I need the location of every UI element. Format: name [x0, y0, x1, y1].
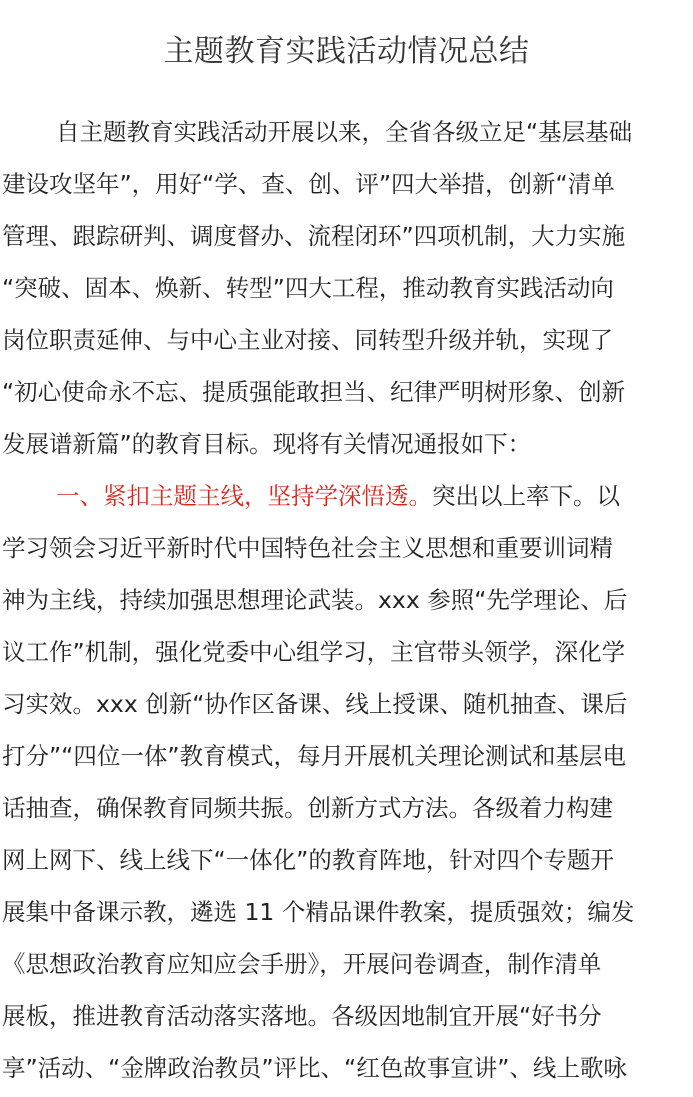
- paragraph-line: “初心使命永不忘、提质强能敢担当、纪律严明树形象、创新: [2, 378, 626, 406]
- document-body: [2, 106, 690, 1094]
- section-line: 话抽查，确保教育同频共振。创新方式方法。各级着力构建: [2, 794, 613, 822]
- section-line: 网上网下、线上线下“一体化”的教育阵地，针对四个专题开: [2, 846, 614, 874]
- section-line: 议工作”机制，强化党委中心组学习，主官带头领学，深化学: [2, 638, 626, 666]
- section-line: 打分”“四位一体”教育模式，每月开展机关理论测试和基层电: [2, 742, 627, 770]
- section-first-line: [2, 470, 690, 522]
- paragraph-line: 岗位职责延伸、与中心主业对接、同转型升级并轨，实现了: [2, 326, 613, 354]
- paragraph-line: “突破、固本、焕新、转型”四大工程，推动教育实践活动向: [2, 274, 614, 302]
- section-line: 展集中备课示教，遴选 11 个精品课件教案，提质强效；编发: [2, 898, 635, 926]
- paragraph-line: 建设攻坚年”，用好“学、查、创、评”四大举措，创新“清单: [2, 170, 615, 198]
- paragraph-line: 管理、跟踪研判、调度督办、流程闭环”四项机制，大力实施: [2, 222, 626, 250]
- section-line: 神为主线，持续加强思想理论武装。xxx 参照“先学理论、后: [2, 586, 628, 614]
- document-title: 主题教育实践活动情况总结: [163, 34, 530, 69]
- paragraph-line: 自主题教育实践活动开展以来，全省各级立足“基层基础: [56, 118, 633, 146]
- section-line: 习实效。xxx 创新“协作区备课、线上授课、随机抽查、课后: [2, 690, 628, 718]
- section-heading: 一、紧扣主题主线，坚持学深悟透。: [56, 482, 432, 510]
- section-line: 享”活动、“金牌政治教员”评比、“红色故事宣讲”、线上歌咏: [2, 1054, 627, 1082]
- section-line: 《思想政治教育应知应会手册》，开展问卷调查，制作清单: [2, 950, 602, 978]
- paragraph-line: 发展谱新篇”的教育目标。现将有关情况通报如下：: [2, 430, 532, 458]
- section-line: 学习领会习近平新时代中国特色社会主义思想和重要训词精: [2, 534, 613, 562]
- section-line: 展板，推进教育活动落实落地。各级因地制宜开展“好书分: [2, 1002, 602, 1030]
- section-first-line-text: 突出以上率下。以: [432, 482, 620, 510]
